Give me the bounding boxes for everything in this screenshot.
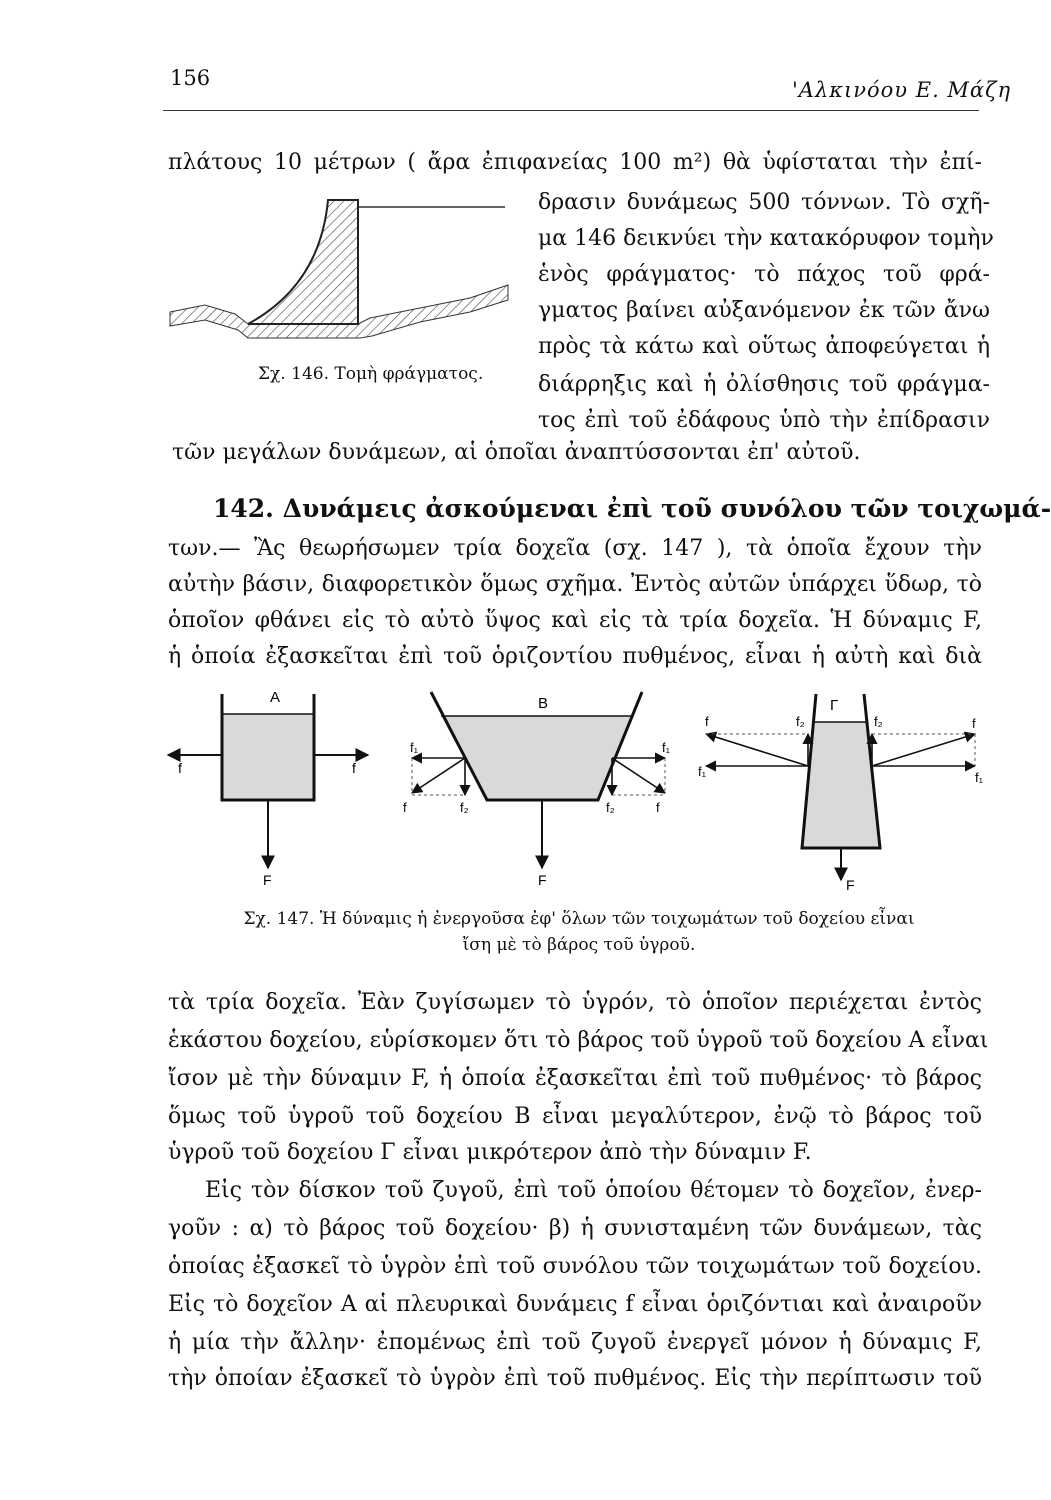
text-line: πλάτους 10 μέτρων ( ἄρα ἐπιφανείας 100 m²) θὰ ὑφίσταται τὴν ἐπί- <box>168 150 982 175</box>
label-f: f <box>178 760 182 776</box>
section-heading: 142. Δυνάμεις ἀσκούμεναι ἐπὶ τοῦ συνόλου τῶν τοιχωμά- <box>213 494 1051 523</box>
text-line: τὰ τρία δοχεῖα. Ἐὰν ζυγίσωμεν τὸ ὑγρόν, τὸ ὁποῖον περιέχεται ἐντὸς <box>168 990 982 1015</box>
text-line: ἡ ὁποία ἐξασκεῖται ἐπὶ τοῦ ὁριζοντίου πυθμένος, εἶναι ἡ αὐτὴ καὶ διὰ <box>168 644 982 669</box>
text-line: γματος βαίνει αὐξανόμενον ἐκ τῶν ἄνω <box>538 298 990 323</box>
label-f: f <box>352 760 356 776</box>
label-a: A <box>270 689 281 706</box>
label-gamma: Γ <box>830 697 839 714</box>
text-line: Εἰς τὸν δίσκον τοῦ ζυγοῦ, ἐπὶ τοῦ ὁποίου θέτομεν τὸ δοχεῖον, ἐνερ- <box>205 1178 982 1203</box>
label-f1: f₁ <box>698 764 706 779</box>
text-line: ὁποῖον φθάνει εἰς τὸ αὐτὸ ὕψος καὶ εἰς τὰ τρία δοχεῖα. Ἡ δύναμις F, <box>168 608 982 633</box>
text-line: τῶν μεγάλων δυνάμεων, αἱ ὁποῖαι ἀναπτύσσονται ἐπ' αὐτοῦ. <box>172 440 861 465</box>
figure-147-caption <box>172 906 986 958</box>
text-line: των.— Ἂς θεωρήσωμεν τρία δοχεῖα (σχ. 147 ), τὰ ὁποῖα ἔχουν τὴν <box>168 536 982 561</box>
label-f1: f₁ <box>662 740 670 755</box>
text-line: μα 146 δεικνύει τὴν κατακόρυφον τομὴν <box>538 226 994 251</box>
label-f: f <box>705 714 709 729</box>
label-f: f <box>656 800 660 815</box>
vessel-b <box>412 692 665 868</box>
text-line: ὅμως τοῦ ὑγροῦ τοῦ δοχείου B εἶναι μεγαλύτερον, ἐνῷ τὸ βάρος τοῦ <box>168 1104 982 1129</box>
vessel-gamma <box>706 694 975 880</box>
label-F: F <box>538 872 547 888</box>
text-line: ἑνὸς φράγματος· τὸ πάχος τοῦ φρά- <box>538 262 990 287</box>
text-line: αὐτὴν βάσιν, διαφορετικὸν ὅμως σχῆμα. Ἐντὸς αὐτῶν ὑπάρχει ὕδωρ, τὸ <box>168 572 982 597</box>
running-head-author: 'Αλκινόου Ε. Μάζη <box>792 78 1012 102</box>
label-f2: f₂ <box>796 714 805 729</box>
caption-line: Σχ. 147. Ἡ δύναμις ἡ ἐνεργοῦσα ἐφ' ὅλων τῶν τοιχωμάτων τοῦ δοχείου εἶναι <box>243 909 915 929</box>
caption-line: ἴση μὲ τὸ βάρος τοῦ ὑγροῦ. <box>462 935 696 955</box>
text-line: τὴν ὁποίαν ἐξασκεῖ τὸ ὑγρὸν ἐπὶ τοῦ πυθμένος. Εἰς τὴν περίπτωσιν τοῦ <box>168 1366 982 1391</box>
text-line: τος ἐπὶ τοῦ ἐδάφους ὑπὸ τὴν ἐπίδρασιν <box>538 408 990 433</box>
text-line: ἡ μία τὴν ἄλλην· ἐπομένως ἐπὶ τοῦ ζυγοῦ ἐνεργεῖ μόνον ἡ δύναμις F, <box>168 1330 982 1355</box>
text-line: Εἰς τὸ δοχεῖον A αἱ πλευρικαὶ δυνάμεις f εἶναι ὁριζόντιαι καὶ ἀναιροῦν <box>168 1292 982 1317</box>
vessel-a <box>168 694 368 868</box>
text-line: διάρρηξις καὶ ἡ ὀλίσθησις τοῦ φράγμα- <box>538 372 990 397</box>
text-line: γοῦν : α) τὸ βάρος τοῦ δοχείου· β) ἡ συνισταμένη τῶν δυνάμεων, τὰς <box>168 1216 982 1241</box>
text-line: ὑγροῦ τοῦ δοχείου Γ εἶναι μικρότερον ἀπὸ τὴν δύναμιν F. <box>168 1140 812 1165</box>
label-f1: f₁ <box>975 770 983 785</box>
text-line: ἑκάστου δοχείου, εὑρίσκομεν ὅτι τὸ βάρος τοῦ ὑγροῦ τοῦ δοχείου A εἶναι <box>168 1028 989 1053</box>
text-line: πρὸς τὰ κάτω καὶ οὕτως ἀποφεύγεται ἡ <box>538 334 990 359</box>
label-b: B <box>538 695 549 712</box>
label-F: F <box>846 877 855 893</box>
page-number: 156 <box>170 66 211 90</box>
label-f2: f₂ <box>874 714 883 729</box>
label-F: F <box>263 872 272 888</box>
label-f: f <box>972 716 976 731</box>
text-line: ὁποίας ἐξασκεῖ τὸ ὑγρὸν ἐπὶ τοῦ συνόλου τῶν τοιχωμάτων τοῦ δοχείου. <box>168 1254 982 1279</box>
label-f1: f₁ <box>410 740 418 755</box>
text-line: ἴσον μὲ τὴν δύναμιν F, ἡ ὁποία ἐξασκεῖται ἐπὶ τοῦ πυθμένος· τὸ βάρος <box>168 1066 982 1091</box>
text-line: δρασιν δυνάμεως 500 τόννων. Τὸ σχῆ- <box>538 190 990 215</box>
figure-146-caption: Σχ. 146. Τομὴ φράγματος. <box>258 364 484 384</box>
label-f2: f₂ <box>460 800 469 815</box>
label-f: f <box>403 800 407 815</box>
label-f2: f₂ <box>606 800 615 815</box>
